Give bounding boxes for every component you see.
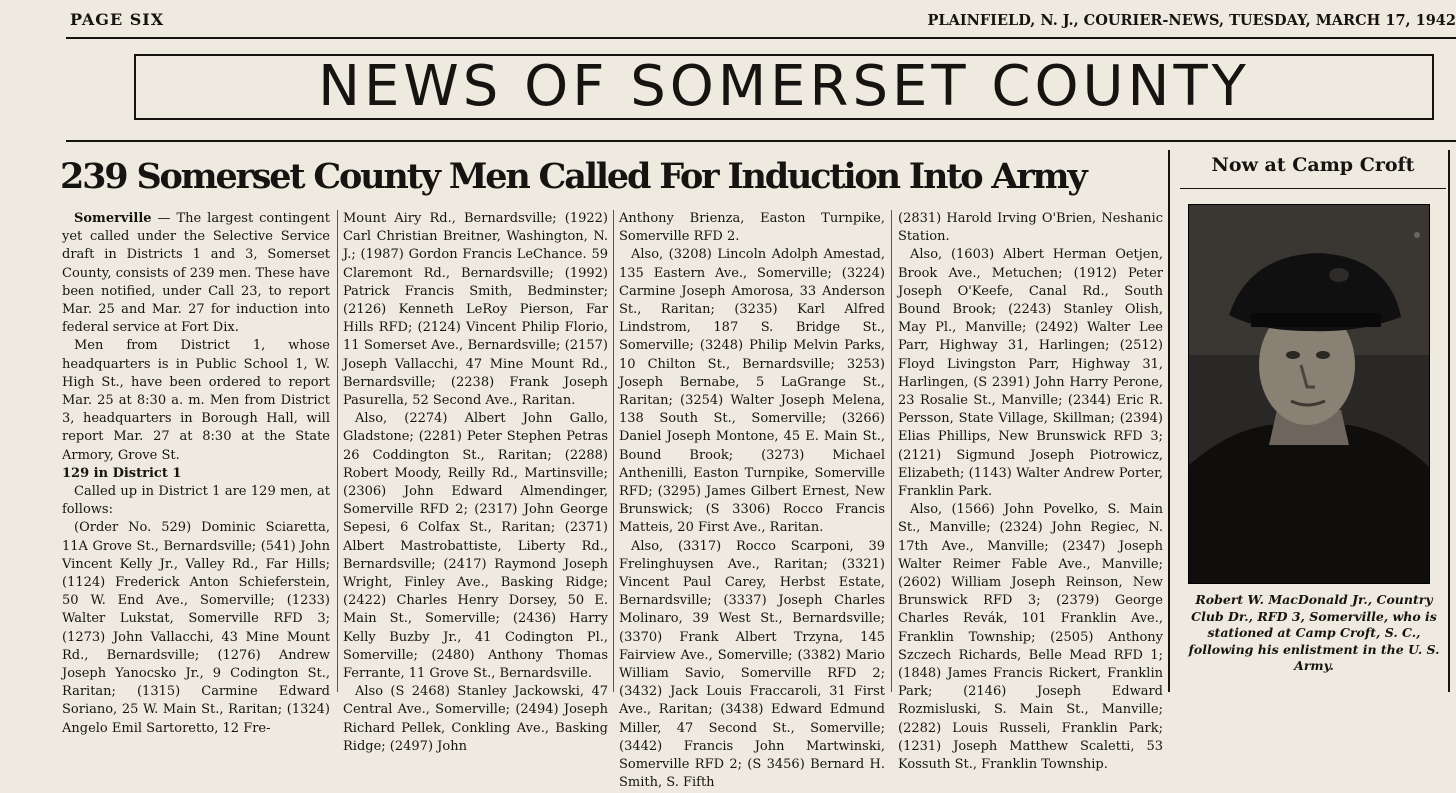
paragraph: Anthony Brienza, Easton Turnpike, Somerville RFD 2. [619, 210, 885, 246]
section-title: NEWS OF SOMERSET COUNTY [318, 59, 1250, 115]
paragraph: Also, (1566) John Povelko, S. Main St., Manville; (2324) John Regiec, N. 17th Ave., Manville; (2347) Joseph Walter Reimer Fable Ave., Manville; (2602) William Joseph Reinson, New Brunswick RFD 3; (2379) George Charles Revák, 101 Franklin Ave., Franklin Township; (2505) Anthony Szczech Richards, Belle Mead RFD 1; (1848) James Francis Rickert, Franklin Park; (2146) Joseph Edward Rozmisluski, S. Main St., Manville; (2282) Louis Russeli, Franklin Park; (1231) Joseph Matthew Scaletti, 53 Kossuth St., Franklin Township. [898, 501, 1163, 774]
paragraph: Also, (3208) Lincoln Adolph Amestad, 135 Eastern Ave., Somerville; (3224) Carmine Joseph Amorosa, 33 Anderson St., Raritan; (3235) Karl Alfred Lindstrom, 187 S. Bridge St., Somerville; (3248) Philip Melvin Parks, 10 Chilton St., Bernardsville; 3253) Joseph Bernabe, 5 LaGrange St., Raritan; (3254) Walter Joseph Melena, 138 South St., Somerville; (3266) Daniel Joseph Montone, 45 E. Main St., Bound Brook; (3273) Michael Anthenilli, Easton Turnpike, Somerville RFD; (3295) James Gilbert Ernest, New Brunswick; (S 3306) Rocco Francis Matteis, 20 First Ave., Raritan. [619, 246, 885, 537]
column-divider [337, 210, 338, 692]
soldier-photo [1188, 204, 1430, 584]
article-column-2 [343, 210, 608, 692]
paragraph: Also, (1603) Albert Herman Oetjen, Brook Ave., Metuchen; (1912) Peter Joseph O'Keefe, Canal Rd., South Bound Brook; (2243) Stanley Olish, May Pl., Manville; (2492) Walter Lee Parr, Highway 31, Harlingen; (2512) Floyd Livingston Parr, Highway 31, Harlingen, (S 2391) John Harry Perone, 23 Rosalie St., Manville; (2344) Eric R. Persson, State Village, Skillman; (2394) Elias Phillips, New Brunswick RFD 3; (2121) Sigmund Joseph Piotrowicz, Elizabeth; (1143) Walter Andrew Porter, Franklin Park. [898, 246, 1163, 501]
paragraph: Also, (2274) Albert John Gallo, Gladstone; (2281) Peter Stephen Petras 26 Coddington St., Raritan; (2288) Robert Moody, Reilly Rd., Martinsville; (2306) John Edward Almendinger, Somerville RFD 2; (2317) John George Sepesi, 6 Colfax St., Raritan; (2371) Albert Mastrobattiste, Liberty Rd., Bernardsville; (2417) Raymond Joseph Wright, Finley Ave., Basking Ridge; (2422) Charles Henry Dorsey, 50 E. Main St., Somerville; (2436) Harry Kelly Buzby Jr., 41 Codington Pl., Somerville; (2480) Anthony Thomas Ferrante, 11 Grove St., Bernardsville. [343, 410, 608, 683]
column-divider [613, 210, 614, 692]
paragraph: (2831) Harold Irving O'Brien, Neshanic Station. [898, 210, 1163, 246]
paragraph: Mount Airy Rd., Bernardsville; (1922) Carl Christian Breitner, Washington, N. J.; (1987) Gordon Francis LeChance. 59 Claremont Rd., Bernardsville; (1992) Patrick Francis Smith, Bedminster; (2126) Kenneth LeRoy Pierson, Far Hills RFD; (2124) Vincent Philip Florio, 11 Somerset Ave., Bernardsville; (2157) Joseph Vallacchi, 47 Mine Mount Rd., Bernardsville; (2238) Frank Joseph Pasurella, 52 Second Ave., Raritan. [343, 210, 608, 410]
article-column-3 [619, 210, 885, 692]
page-number: PAGE SIX [70, 10, 164, 29]
article-headline: 239 Somerset County Men Called For Induction Into Army [60, 158, 1160, 197]
page-edge-rule [1448, 150, 1450, 692]
paragraph: Also, (3317) Rocco Scarponi, 39 Frelinghuysen Ave., Raritan; (3321) Vincent Paul Carey, Herbst Estate, Bernardsville; (3337) Joseph Charles Molinaro, 39 West St., Bernardsville; (3370) Frank Albert Trzyna, 145 Fairview Ave., Somerville; (3382) Mario William Savio, Somerville RFD 2; (3432) Jack Louis Fraccaroli, 31 First Ave., Raritan; (3438) Edward Edmund Miller, 47 Second St., Somerville; (3442) Francis John Martwinski, Somerville RFD 2; (S 3456) Bernard H. Smith, S. Fifth [619, 538, 885, 793]
paragraph: Called up in District 1 are 129 men, at follows: [62, 483, 330, 519]
photo-title-rule [1180, 188, 1446, 189]
paragraph: Men from District 1, whose headquarters is in Public School 1, W. High St., have been ordered to report Mar. 25 at 8:30 a. m. Men from District 3, headquarters in Borough Hall, will report Mar. 27 at 8:30 at the State Armory, Grove St. [62, 337, 330, 464]
paragraph: Also (S 2468) Stanley Jackowski, 47 Central Ave., Somerville; (2494) Joseph Richard Pellek, Conkling Ave., Basking Ridge; (2497) John [343, 683, 608, 756]
dateline-lead: Somerville [74, 211, 152, 226]
masthead [70, 8, 1456, 36]
subheading: 129 in District 1 [62, 465, 330, 483]
paragraph-text: — The largest contingent yet called under the Selective Service draft in Districts 1 and 3, Somerset County, consists of 239 men. These have been notified, under Call 23, to report Mar. 25 and Mar. 27 for induction into federal service at Fort Dix. [62, 211, 330, 335]
masthead-rule [66, 37, 1456, 39]
column-divider [891, 210, 892, 692]
photo-box-rule [1168, 150, 1170, 692]
photo-title: Now at Camp Croft [1180, 154, 1446, 176]
section-banner [134, 54, 1434, 120]
banner-rule [66, 140, 1456, 142]
photo-caption: Robert W. MacDonald Jr., Country Club Dr., RFD 3, Somerville, who is stationed at Camp Croft, S. C., following his enlistment in the U. S. Army. [1180, 592, 1448, 675]
paragraph: (Order No. 529) Dominic Sciaretta, 11A Grove St., Bernardsville; (541) John Vincent Kelly Jr., Valley Rd., Far Hills; (1124) Frederick Anton Schieferstein, 50 W. End Ave., Somerville; (1233) Walter Lukstat, Somerville RFD 3; (1273) John Vallacchi, 43 Mine Mount Rd., Bernardsville; (1276) Andrew Joseph Yanocsko Jr., 9 Codington St., Raritan; (1315) Carmine Edward Soriano, 25 W. Main St., Raritan; (1324) Angelo Emil Sartoretto, 12 Fre- [62, 519, 330, 737]
paragraph [62, 210, 330, 337]
article-column-1 [62, 210, 330, 692]
dateline: PLAINFIELD, N. J., COURIER-NEWS, TUESDAY, MARCH 17, 1942 [928, 12, 1456, 29]
article-column-4 [898, 210, 1163, 692]
